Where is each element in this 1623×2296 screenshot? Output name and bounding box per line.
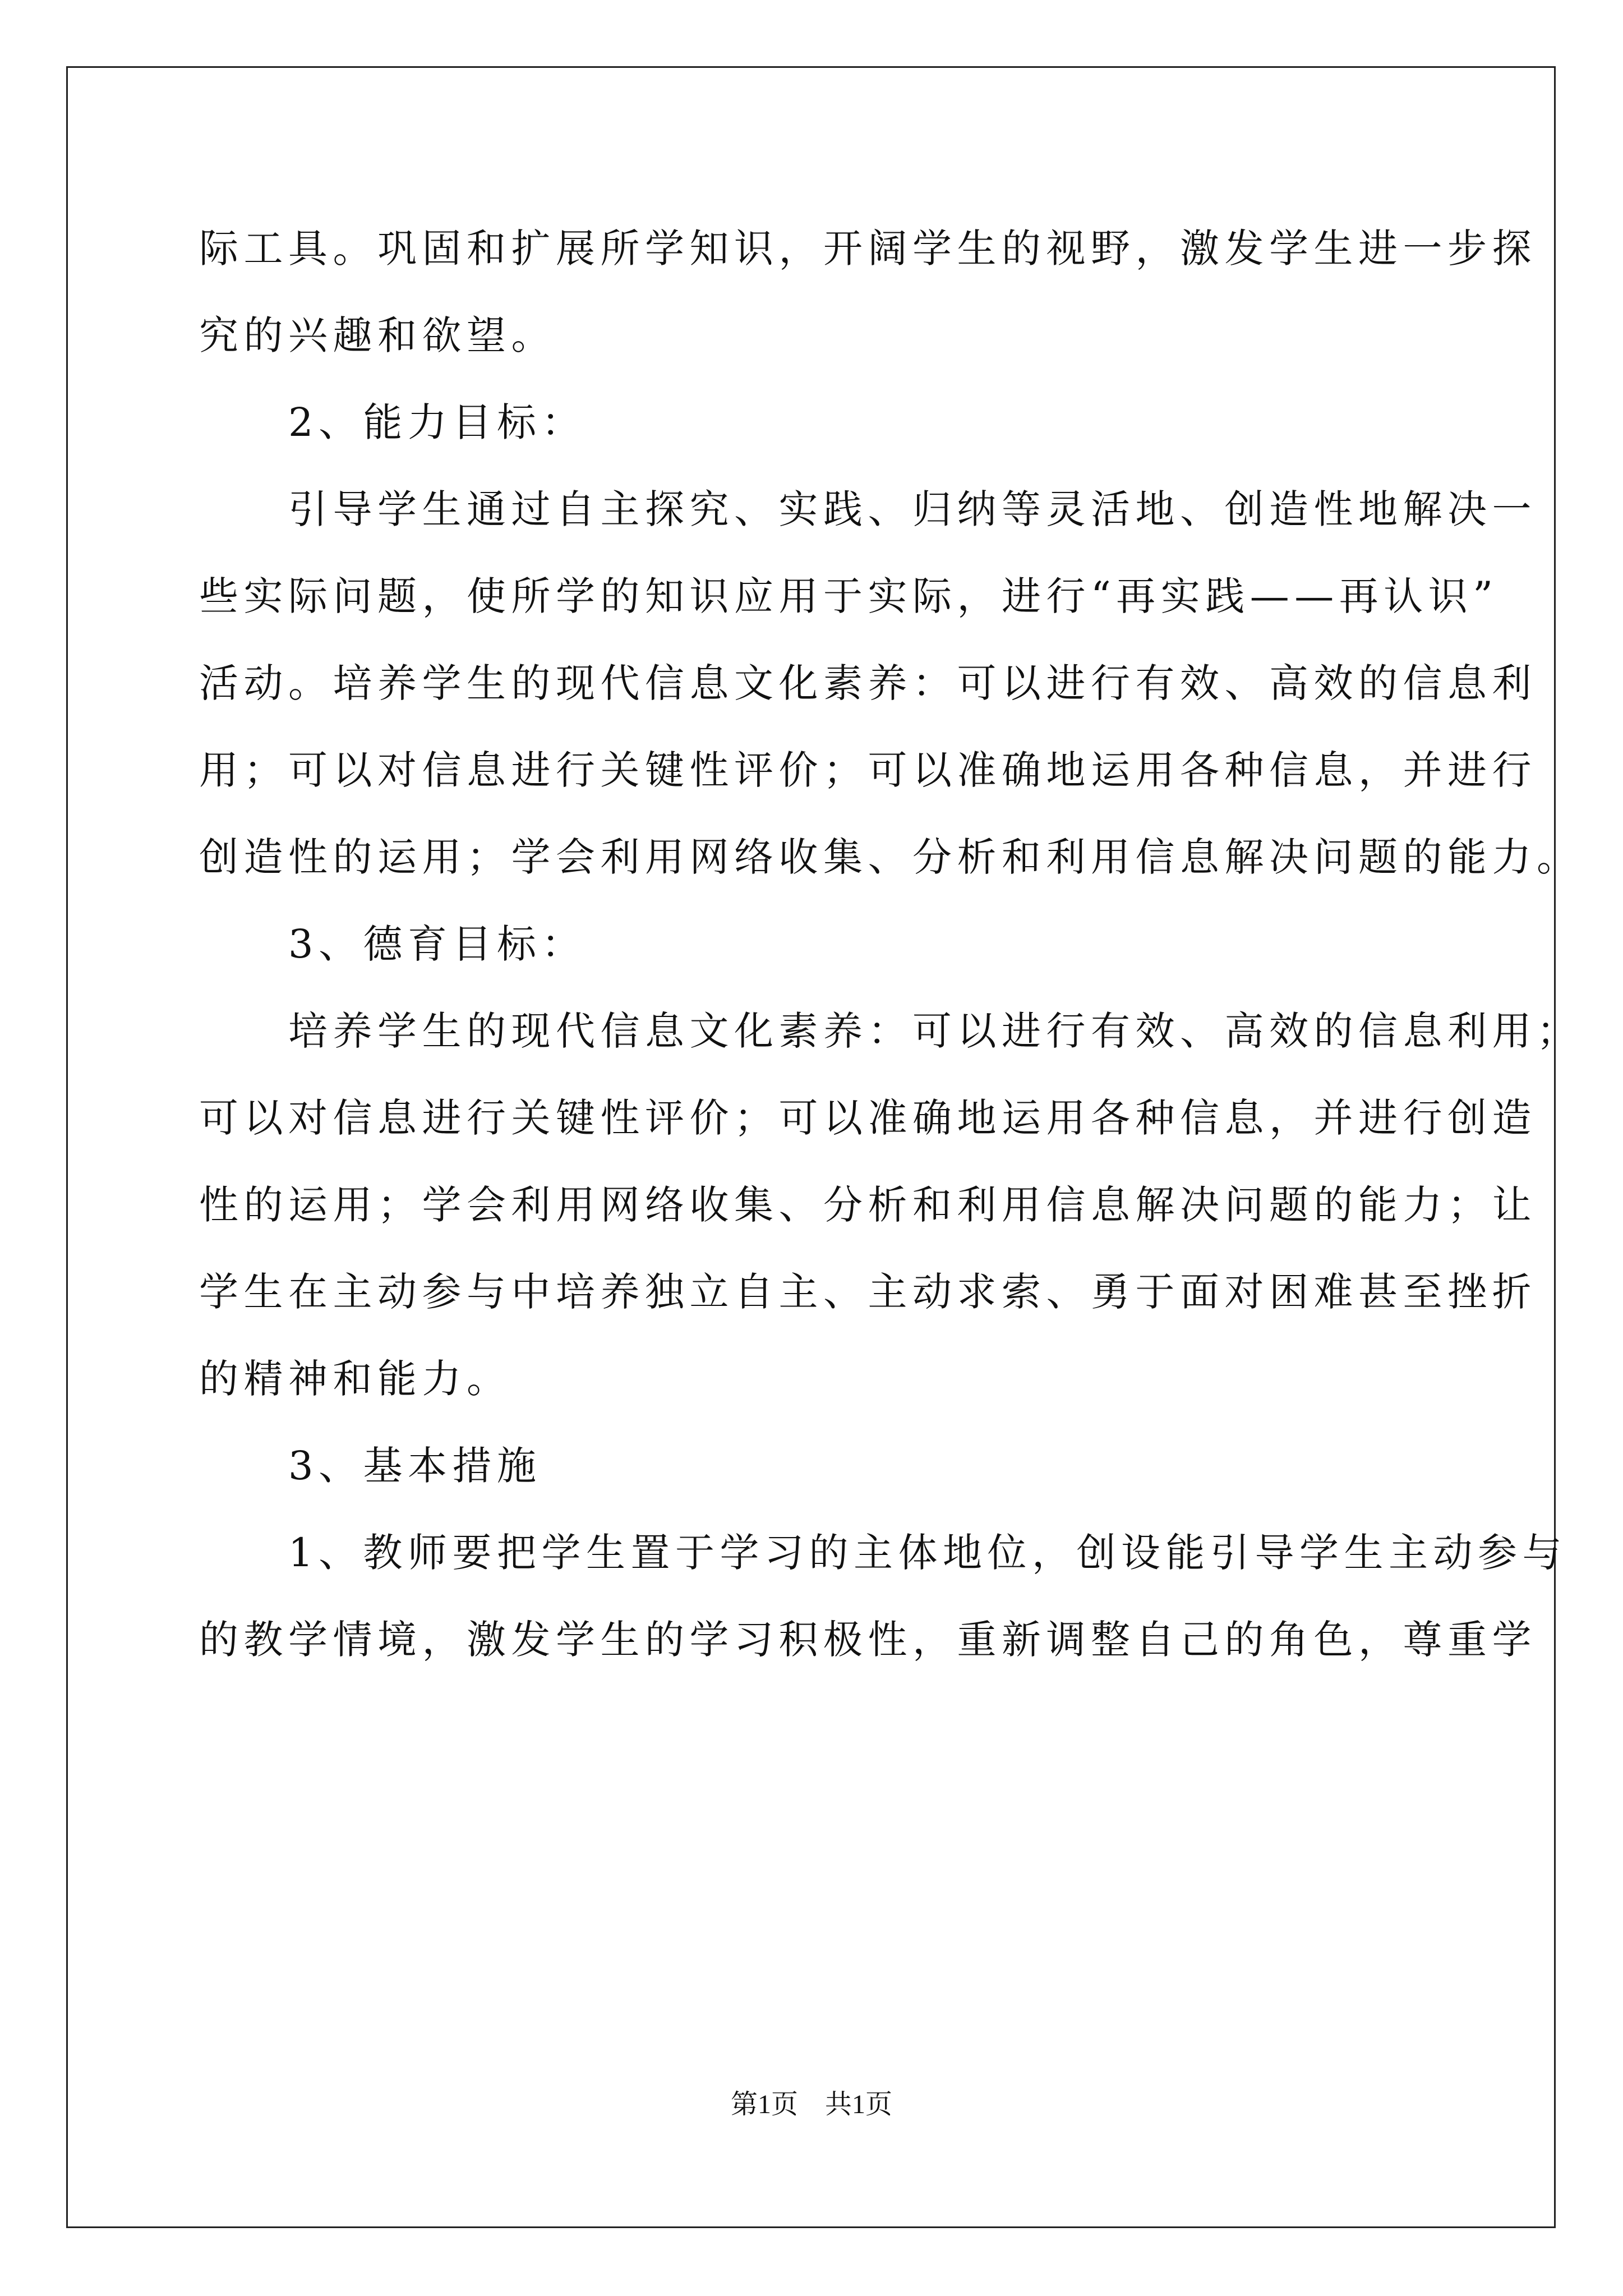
text-line: 的精神和能力。: [199, 1356, 511, 1402]
text-line: 些实际问题，使所学的知识应用于实际，进行“再实践——再认识”: [199, 573, 1498, 619]
text-line: 究的兴趣和欲望。: [199, 312, 556, 358]
text-line: 1、教师要把学生置于学习的主体地位，创设能引导学生主动参与: [199, 1530, 1567, 1576]
text-line: 的教学情境，激发学生的学习积极性，重新调整自己的角色，尊重学: [199, 1617, 1537, 1663]
text-line: 可以对信息进行关键性评价；可以准确地运用各种信息，并进行创造: [199, 1095, 1537, 1141]
text-line: 性的运用；学会利用网络收集、分析和利用信息解决问题的能力；让: [199, 1182, 1537, 1228]
text-line: 学生在主动参与中培养独立自主、主动求索、勇于面对困难甚至挫折: [199, 1269, 1537, 1315]
text-line: 创造性的运用；学会利用网络收集、分析和利用信息解决问题的能力。: [199, 834, 1581, 880]
page-number-footer: 第1页 共1页: [730, 2090, 892, 2119]
text-line: 培养学生的现代信息文化素养：可以进行有效、高效的信息利用；: [199, 1008, 1581, 1054]
text-line: 用；可以对信息进行关键性评价；可以准确地运用各种信息，并进行: [199, 747, 1537, 793]
text-line: 活动。培养学生的现代信息文化素养：可以进行有效、高效的信息利: [199, 660, 1537, 706]
text-line: 际工具。巩固和扩展所学知识，开阔学生的视野，激发学生进一步探: [199, 226, 1537, 272]
section-heading: 3、基本措施: [199, 1443, 542, 1489]
text-line: 引导学生通过自主探究、实践、归纳等灵活地、创造性地解决一: [199, 486, 1537, 532]
section-heading: 2、能力目标：: [199, 399, 587, 445]
section-heading: 3、德育目标：: [199, 921, 587, 967]
